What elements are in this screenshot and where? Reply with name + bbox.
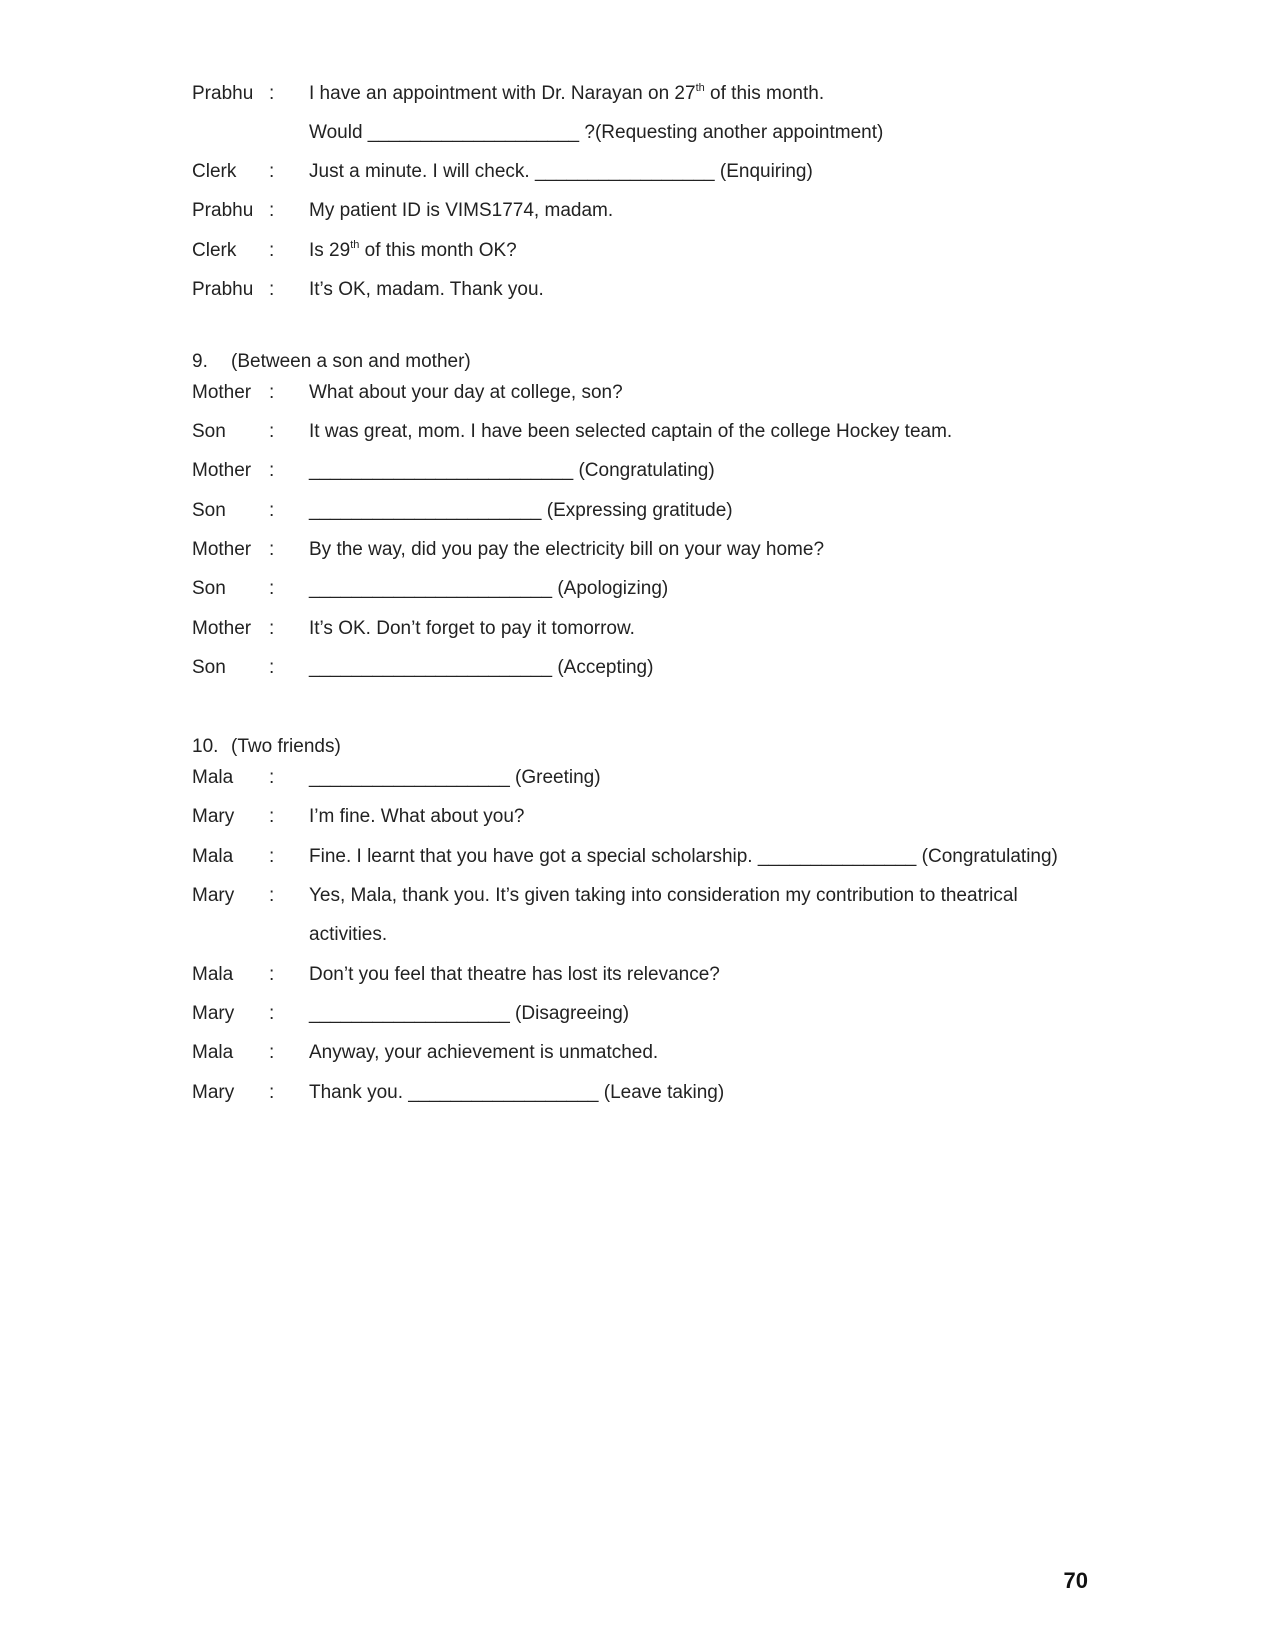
dialogue-text: Don’t you feel that theatre has lost its relevance? [309, 964, 720, 985]
speaker-colon: : [269, 846, 275, 867]
dialogue-text-part: Is 29 [309, 240, 351, 261]
dialogue-text: Yes, Mala, thank you. It’s given taking into consideration my contribution to theatrical [309, 885, 1018, 906]
dialogue-text: _______________________ (Apologizing) [309, 578, 669, 599]
speaker-name: Mother [192, 382, 252, 403]
speaker-name: Son [192, 500, 226, 521]
speaker-name: Son [192, 578, 226, 599]
dialogue-text [309, 80, 824, 108]
speaker-colon: : [269, 885, 275, 906]
speaker-name: Mother [192, 460, 252, 481]
section-title: (Two friends) [231, 736, 341, 757]
section-number: 9. [192, 351, 208, 372]
speaker-name: Clerk [192, 161, 237, 182]
dialogue-text: It’s OK. Don’t forget to pay it tomorrow. [309, 618, 635, 639]
speaker-name: Clerk [192, 240, 237, 261]
dialogue-text [309, 237, 517, 265]
section-title: (Between a son and mother) [231, 351, 471, 372]
dialogue-text-part: of this month. [704, 83, 825, 104]
speaker-name: Mary [192, 806, 235, 827]
speaker-colon: : [269, 1082, 275, 1103]
dialogue-text: It was great, mom. I have been selected captain of the college Hockey team. [309, 421, 953, 442]
speaker-colon: : [269, 421, 275, 442]
dialogue-text-part: I have an appointment with Dr. Narayan on 27 [309, 83, 696, 104]
dialogue-text: Fine. I learnt that you have got a special scholarship. _______________ (Congratulating) [309, 846, 1058, 867]
dialogue-text: ___________________ (Greeting) [309, 767, 601, 788]
speaker-name: Mother [192, 539, 252, 560]
dialogue-text: Anyway, your achievement is unmatched. [309, 1042, 659, 1063]
speaker-colon: : [269, 500, 275, 521]
dialogue-text: ______________________ (Expressing gratitude) [309, 500, 733, 521]
speaker-colon: : [269, 161, 275, 182]
dialogue-text-part: of this month OK? [359, 240, 517, 261]
speaker-colon: : [269, 618, 275, 639]
speaker-name: Mala [192, 1042, 234, 1063]
speaker-name: Mala [192, 964, 234, 985]
dialogue-text: By the way, did you pay the electricity bill on your way home? [309, 539, 825, 560]
speaker-colon: : [269, 460, 275, 481]
speaker-colon: : [269, 240, 275, 261]
dialogue-text: Would ____________________ ?(Requesting another appointment) [309, 122, 884, 143]
speaker-name: Mary [192, 1082, 235, 1103]
dialogue-text: Thank you. __________________ (Leave taking) [309, 1082, 725, 1103]
dialogue-text: ___________________ (Disagreeing) [309, 1003, 630, 1024]
dialogue-text: activities. [309, 924, 388, 945]
speaker-colon: : [269, 83, 275, 104]
dialogue-text: I’m fine. What about you? [309, 806, 525, 827]
speaker-colon: : [269, 1042, 275, 1063]
speaker-colon: : [269, 200, 275, 221]
speaker-name: Son [192, 421, 226, 442]
dialogue-text: What about your day at college, son? [309, 382, 623, 403]
speaker-colon: : [269, 578, 275, 599]
section-number: 10. [192, 736, 219, 757]
ordinal-suffix: th [350, 239, 360, 251]
speaker-name: Mary [192, 885, 235, 906]
speaker-name: Mary [192, 1003, 235, 1024]
speaker-colon: : [269, 1003, 275, 1024]
dialogue-text: My patient ID is VIMS1774, madam. [309, 200, 614, 221]
dialogue-text: It’s OK, madam. Thank you. [309, 279, 544, 300]
speaker-colon: : [269, 964, 275, 985]
dialogue-text: _______________________ (Accepting) [309, 657, 654, 678]
dialogue-text: Just a minute. I will check. _________________ (Enquiring) [309, 161, 813, 182]
ordinal-suffix: th [695, 82, 705, 94]
speaker-colon: : [269, 806, 275, 827]
speaker-name: Son [192, 657, 226, 678]
speaker-colon: : [269, 767, 275, 788]
speaker-colon: : [269, 279, 275, 300]
speaker-name: Mother [192, 618, 252, 639]
speaker-name: Mala [192, 767, 234, 788]
speaker-name: Mala [192, 846, 234, 867]
speaker-colon: : [269, 539, 275, 560]
speaker-name: Prabhu [192, 279, 254, 300]
speaker-name: Prabhu [192, 200, 254, 221]
speaker-colon: : [269, 382, 275, 403]
dialogue-text: _________________________ (Congratulating) [309, 460, 715, 481]
page-number: 70 [1063, 1568, 1088, 1593]
speaker-colon: : [269, 657, 275, 678]
speaker-name: Prabhu [192, 83, 254, 104]
